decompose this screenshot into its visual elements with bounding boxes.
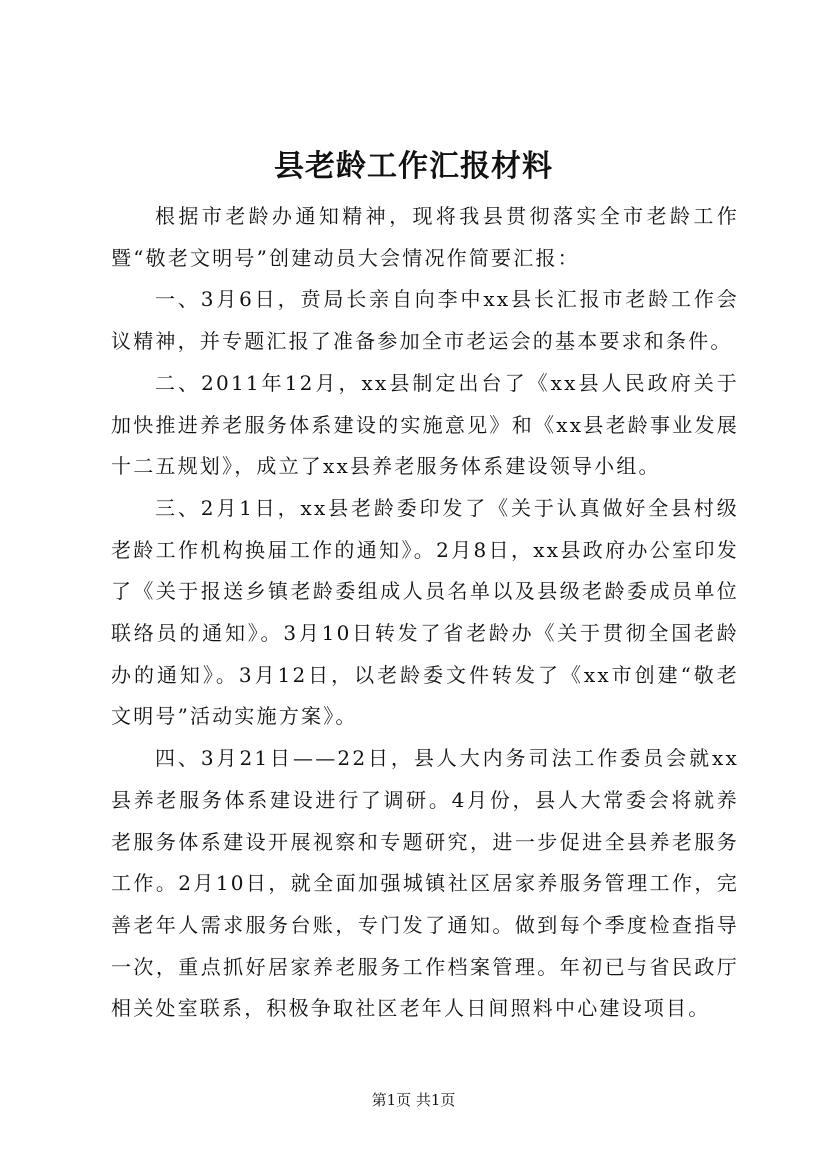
paragraph-item-2: 二、2011年12月，xx县制定出台了《xx县人民政府关于加快推进养老服务体系建设的实施意见》和《xx县老龄事业发展十二五规划》，成立了xx县养老服务体系建设领导小组。	[111, 370, 739, 479]
page-number-footer: 第1页 共1页	[371, 1091, 456, 1109]
document-body	[111, 196, 739, 1030]
paragraph-intro: 根据市老龄办通知精神，现将我县贯彻落实全市老龄工作暨“敬老文明号”创建动员大会情况作简要汇报：	[111, 204, 739, 270]
paragraph-item-3: 三、2月1日，xx县老龄委印发了《关于认真做好全县村级老龄工作机构换届工作的通知》。2月8日，xx县政府办公室印发了《关于报送乡镇老龄委组成人员名单以及县级老龄委成员单位联络员的通知》。3月10日转发了省老龄办《关于贯彻全国老龄办的通知》。3月12日，以老龄委文件转发了《xx市创建“敬老文明号”活动实施方案》。	[111, 495, 739, 729]
document-title: 县老龄工作汇报材料	[274, 149, 553, 184]
paragraph-item-4: 四、3月21日——22日，县人大内务司法工作委员会就xx县养老服务体系建设进行了调研。4月份，县人大常委会将就养老服务体系建设开展视察和专题研究，进一步促进全县养老服务工作。2月10日，就全面加强城镇社区居家养服务管理工作，完善老年人需求服务台账，专门发了通知。做到每个季度检查指导一次，重点抓好居家养老服务工作档案管理。年初已与省民政厅相关处室联系，积极争取社区老年人日间照料中心建设项目。	[111, 746, 739, 1021]
paragraph-item-1: 一、3月6日，贲局长亲自向李中xx县长汇报市老龄工作会议精神，并专题汇报了准备参加全市老运会的基本要求和条件。	[111, 287, 739, 354]
